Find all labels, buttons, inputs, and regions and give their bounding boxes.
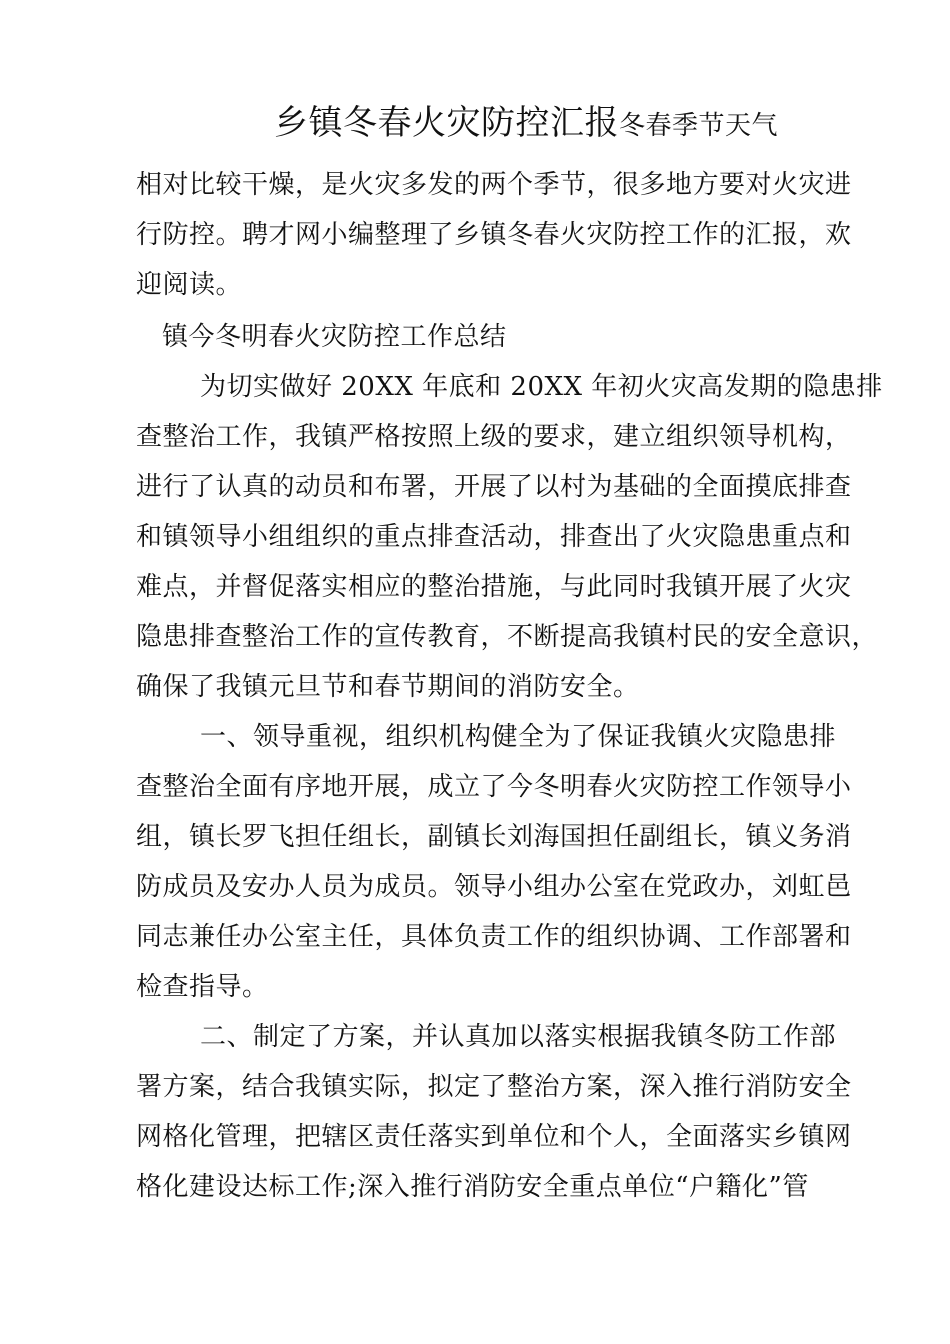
paragraph-line: 查整治工作，我镇严格按照上级的要求，建立组织领导机构， [136,422,852,452]
paragraph-line: 难点，并督促落实相应的整治措施，与此同时我镇开展了火灾 [136,572,852,602]
paragraph-line: 二、制定了方案，并认真加以落实根据我镇冬防工作部 [200,1022,837,1052]
title-tail-text: 冬春季节天气 [619,111,779,141]
paragraph-line: 进行了认真的动员和布署，开展了以村为基础的全面摸底排查 [136,472,852,502]
paragraph-line: 为切实做好 20XX 年底和 20XX 年初火灾高发期的隐患排 [200,372,883,402]
paragraph-line: 组，镇长罗飞担任组长，副镇长刘海国担任副组长，镇义务消 [136,822,852,852]
paragraph-line: 检查指导。 [136,972,269,1002]
paragraph-line: 同志兼任办公室主任，具体负责工作的组织协调、工作部署和 [136,922,852,952]
paragraph-line: 网格化管理，把辖区责任落实到单位和个人，全面落实乡镇网 [136,1122,852,1152]
paragraph-line: 防成员及安办人员为成员。领导小组办公室在党政办，刘虹邑 [136,872,852,902]
intro-line: 相对比较干燥，是火灾多发的两个季节，很多地方要对火灾进 [136,170,852,200]
paragraph-line: 查整治全面有序地开展，成立了今冬明春火灾防控工作领导小 [136,772,852,802]
title-line [274,103,779,143]
paragraph-line: 和镇领导小组组织的重点排查活动，排查出了火灾隐患重点和 [136,522,852,552]
intro-line: 迎阅读。 [136,270,243,300]
paragraph-line: 一、领导重视，组织机构健全为了保证我镇火灾隐患排 [200,722,837,752]
paragraph-line: 署方案，结合我镇实际，拟定了整治方案，深入推行消防安全 [136,1072,852,1102]
document-title: 乡镇冬春火灾防控汇报 [274,103,619,143]
intro-line: 行防控。聘才网小编整理了乡镇冬春火灾防控工作的汇报，欢 [136,220,852,250]
paragraph-line: 确保了我镇元旦节和春节期间的消防安全。 [136,672,640,702]
paragraph-line: 隐患排查整治工作的宣传教育，不断提高我镇村民的安全意识， [136,622,879,652]
paragraph-line: 格化建设达标工作;深入推行消防安全重点单位“户籍化”管 [136,1172,809,1202]
section-subtitle: 镇今冬明春火灾防控工作总结 [162,322,507,352]
